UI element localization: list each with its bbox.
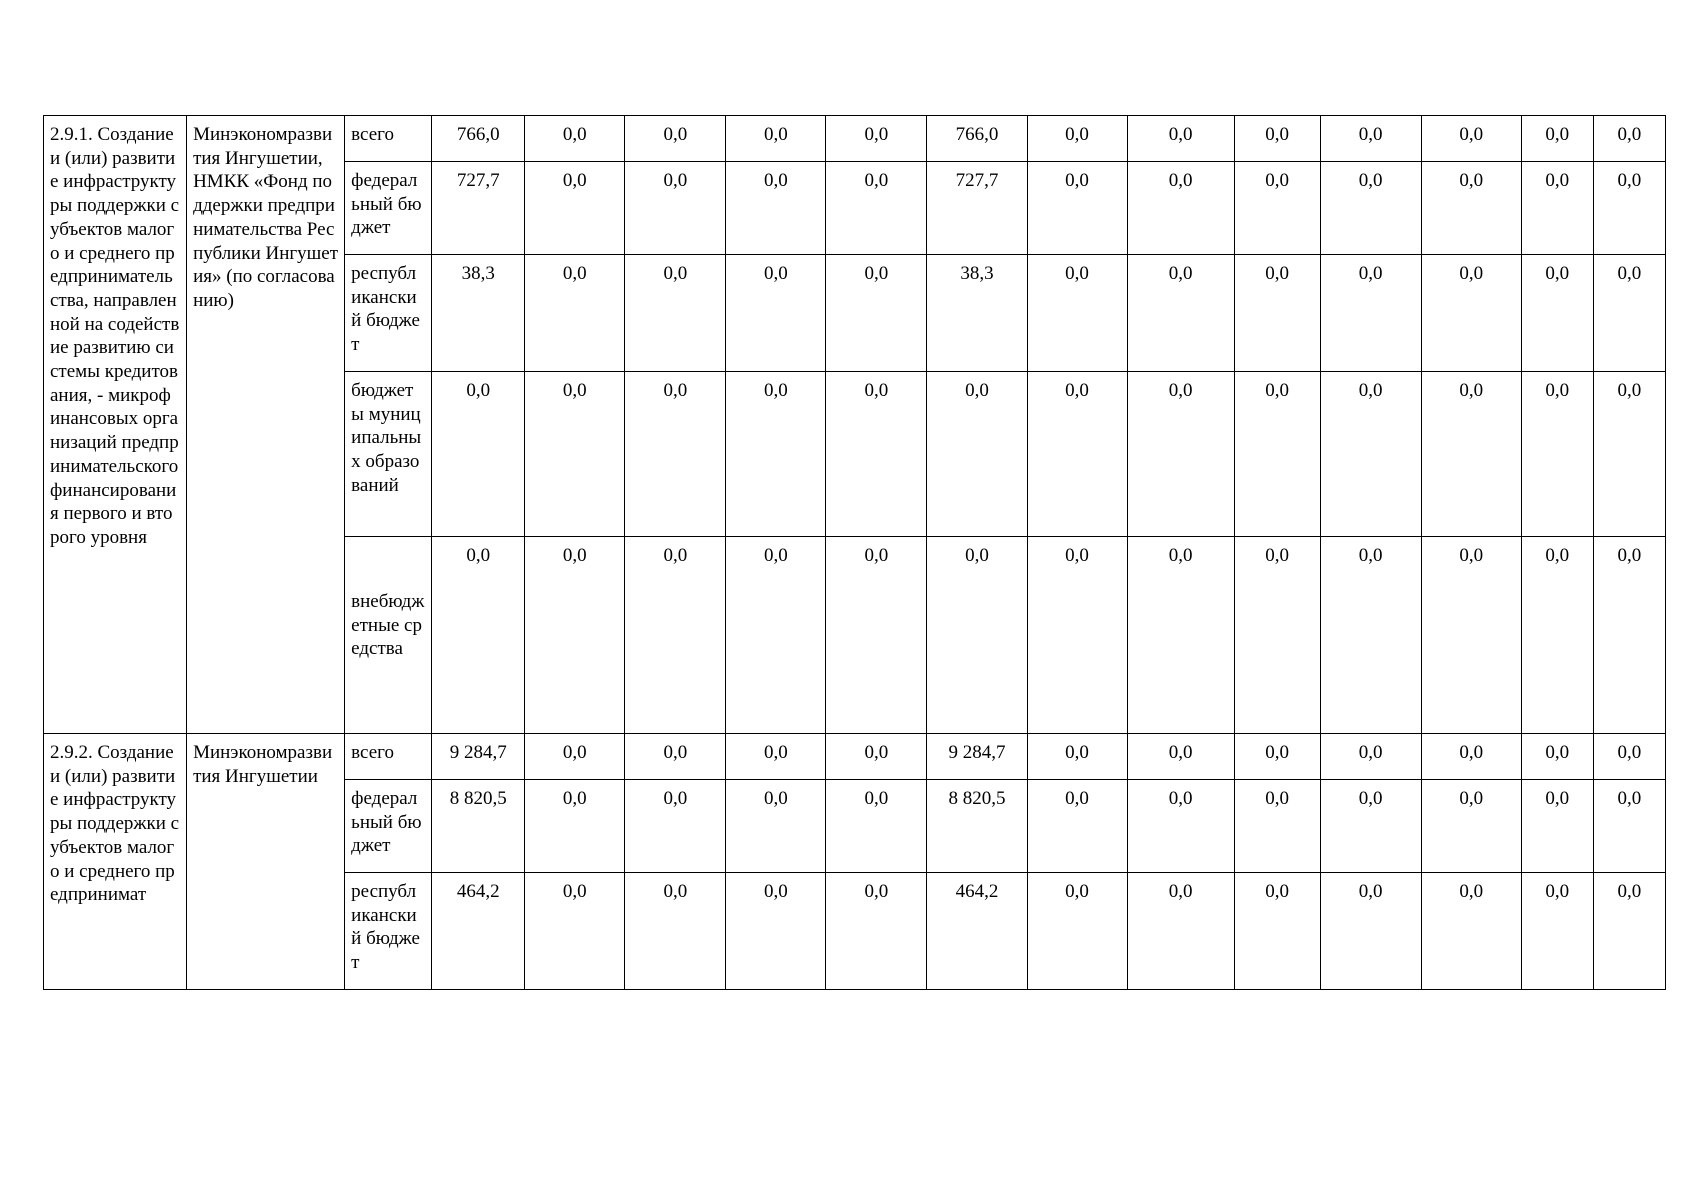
financing-table [43, 115, 1666, 990]
table-cell: 0,0 [1593, 116, 1665, 162]
table-cell: 0,0 [1234, 873, 1320, 990]
table-cell: 0,0 [826, 255, 927, 372]
table-cell: 0,0 [1421, 116, 1521, 162]
table-cell: 9 284,7 [927, 734, 1027, 780]
table-cell: 0,0 [1127, 255, 1234, 372]
table-cell: 0,0 [826, 162, 927, 255]
table-cell: 0,0 [1320, 734, 1421, 780]
table-cell: 0,0 [625, 162, 726, 255]
measure-executor: Минэкономразвития Ингушетии, НМКК «Фонд поддержки предпринимательства Республики Ингушетия» (по согласованию) [187, 116, 345, 734]
table-cell: 0,0 [1421, 255, 1521, 372]
table-row [44, 116, 1666, 162]
table-cell: 0,0 [525, 162, 625, 255]
measure-executor: Минэкономразвития Ингушетии [187, 734, 345, 990]
table-cell: 0,0 [1320, 873, 1421, 990]
table-cell: 0,0 [1027, 116, 1127, 162]
table-cell: 0,0 [1521, 873, 1593, 990]
table-cell: 0,0 [1421, 873, 1521, 990]
table-cell: 0,0 [1421, 537, 1521, 734]
table-cell: 727,7 [432, 162, 525, 255]
table-cell: 9 284,7 [432, 734, 525, 780]
table-cell: 0,0 [826, 780, 927, 873]
table-cell: 0,0 [1027, 372, 1127, 537]
table-cell: 0,0 [1234, 537, 1320, 734]
table-cell: 0,0 [927, 372, 1027, 537]
table-cell: 0,0 [525, 372, 625, 537]
table-cell: 0,0 [1027, 780, 1127, 873]
funding-source: республиканский бюджет [345, 873, 432, 990]
table-cell: 727,7 [927, 162, 1027, 255]
table-cell: 0,0 [1127, 537, 1234, 734]
table-cell: 0,0 [1521, 255, 1593, 372]
measure-name: 2.9.2. Создание и (или) развитие инфраструктуры поддержки субъектов малого и среднего предпринимат [44, 734, 187, 990]
table-cell: 38,3 [927, 255, 1027, 372]
table-cell: 0,0 [525, 537, 625, 734]
table-cell: 0,0 [1593, 372, 1665, 537]
table-cell: 0,0 [1593, 873, 1665, 990]
table-cell: 0,0 [525, 734, 625, 780]
funding-source: бюджеты муниципальных образований [345, 372, 432, 537]
table-cell: 0,0 [432, 537, 525, 734]
table-cell: 0,0 [1593, 734, 1665, 780]
table-cell: 0,0 [726, 873, 826, 990]
table-cell: 0,0 [1421, 162, 1521, 255]
table-cell: 0,0 [826, 873, 927, 990]
funding-source: республиканский бюджет [345, 255, 432, 372]
table-cell: 0,0 [1127, 873, 1234, 990]
table-cell: 766,0 [432, 116, 525, 162]
table-cell: 0,0 [1320, 372, 1421, 537]
table-cell: 8 820,5 [927, 780, 1027, 873]
table-cell: 0,0 [525, 255, 625, 372]
table-cell: 0,0 [1521, 372, 1593, 537]
table-cell: 0,0 [1027, 255, 1127, 372]
table-cell: 0,0 [525, 116, 625, 162]
table-cell: 0,0 [625, 537, 726, 734]
table-cell: 0,0 [726, 162, 826, 255]
table-cell: 0,0 [625, 116, 726, 162]
table-cell: 0,0 [1593, 780, 1665, 873]
table-cell: 766,0 [927, 116, 1027, 162]
table-cell: 0,0 [1421, 780, 1521, 873]
funding-source: внебюджетные средства [345, 537, 432, 734]
table-cell: 0,0 [1521, 116, 1593, 162]
table-cell: 0,0 [826, 372, 927, 537]
table-cell: 0,0 [625, 780, 726, 873]
funding-source: федеральный бюджет [345, 162, 432, 255]
table-cell: 0,0 [1521, 537, 1593, 734]
table-cell: 0,0 [1421, 372, 1521, 537]
table-cell: 0,0 [1593, 537, 1665, 734]
table-cell: 0,0 [1234, 372, 1320, 537]
table-cell: 0,0 [1234, 162, 1320, 255]
table-cell: 0,0 [726, 116, 826, 162]
table-cell: 0,0 [726, 780, 826, 873]
table-cell: 0,0 [1027, 734, 1127, 780]
table-cell: 0,0 [826, 734, 927, 780]
table-cell: 0,0 [1127, 780, 1234, 873]
measure-name: 2.9.1. Создание и (или) развитие инфраструктуры поддержки субъектов малого и среднего предпринимательства, направленной на содействие развитию системы кредитования, - микрофинансовых организаций предпринимательского финансирования первого и второго уровня [44, 116, 187, 734]
table-cell: 0,0 [625, 734, 726, 780]
table-cell: 0,0 [1320, 780, 1421, 873]
table-cell: 0,0 [726, 255, 826, 372]
table-cell: 0,0 [1320, 162, 1421, 255]
table-cell: 0,0 [1593, 162, 1665, 255]
table-cell: 38,3 [432, 255, 525, 372]
table-cell: 0,0 [1127, 734, 1234, 780]
table-cell: 0,0 [1521, 780, 1593, 873]
table-row [44, 734, 1666, 780]
table-cell: 0,0 [826, 116, 927, 162]
table-cell: 0,0 [726, 537, 826, 734]
table-cell: 0,0 [726, 734, 826, 780]
table-cell: 0,0 [1027, 162, 1127, 255]
table-cell: 0,0 [1027, 537, 1127, 734]
table-cell: 0,0 [1320, 537, 1421, 734]
table-cell: 0,0 [927, 537, 1027, 734]
table-cell: 0,0 [625, 372, 726, 537]
table-cell: 0,0 [1320, 255, 1421, 372]
table-cell: 0,0 [1234, 734, 1320, 780]
table-cell: 0,0 [525, 873, 625, 990]
table-cell: 0,0 [1127, 116, 1234, 162]
table-cell: 8 820,5 [432, 780, 525, 873]
table-cell: 464,2 [927, 873, 1027, 990]
table-cell: 0,0 [525, 780, 625, 873]
table-cell: 464,2 [432, 873, 525, 990]
table-cell: 0,0 [1234, 780, 1320, 873]
table-cell: 0,0 [625, 255, 726, 372]
table-cell: 0,0 [1127, 162, 1234, 255]
table-cell: 0,0 [1127, 372, 1234, 537]
funding-source: всего [345, 734, 432, 780]
table-cell: 0,0 [826, 537, 927, 734]
table-cell: 0,0 [1234, 255, 1320, 372]
table-cell: 0,0 [1593, 255, 1665, 372]
table-cell: 0,0 [625, 873, 726, 990]
funding-source: всего [345, 116, 432, 162]
table-cell: 0,0 [726, 372, 826, 537]
table-cell: 0,0 [1027, 873, 1127, 990]
table-cell: 0,0 [1234, 116, 1320, 162]
table-cell: 0,0 [1320, 116, 1421, 162]
table-cell: 0,0 [1521, 734, 1593, 780]
table-cell: 0,0 [432, 372, 525, 537]
funding-source: федеральный бюджет [345, 780, 432, 873]
table-cell: 0,0 [1421, 734, 1521, 780]
table-cell: 0,0 [1521, 162, 1593, 255]
